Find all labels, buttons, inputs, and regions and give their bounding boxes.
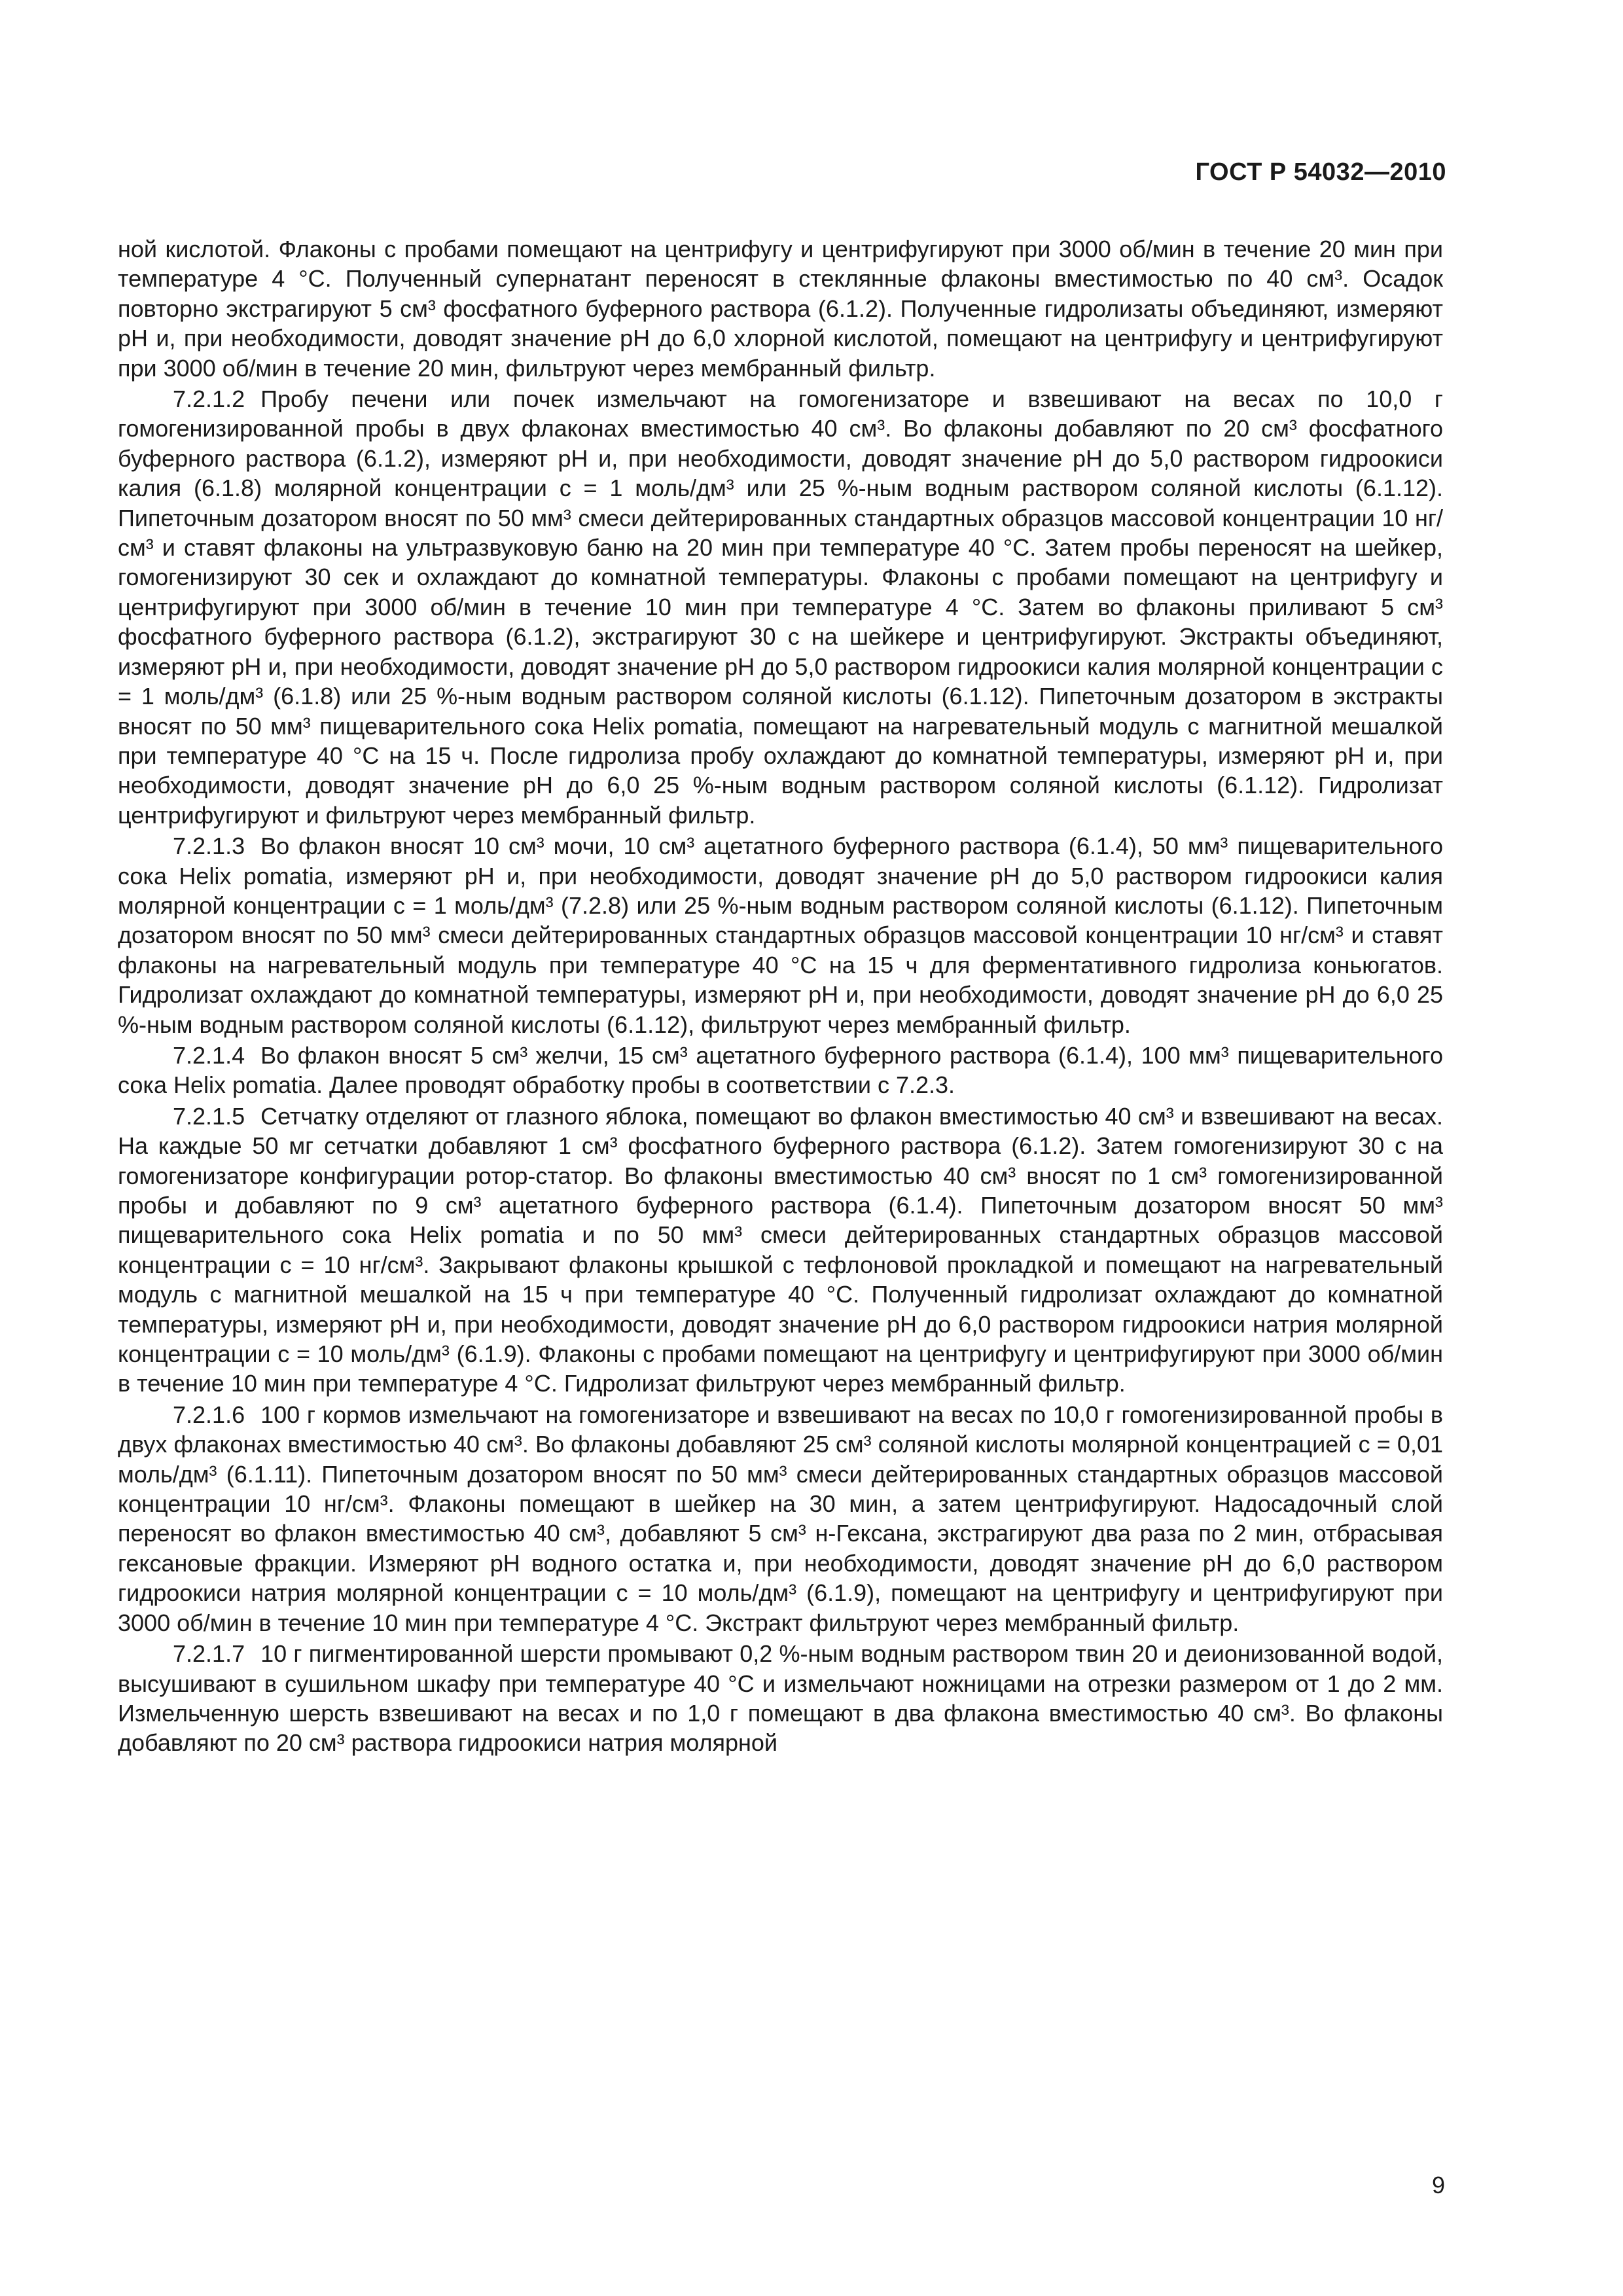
- paragraph-text: Во флакон вносят 10 см³ мочи, 10 см³ ацетатного буферного раствора (6.1.4), 50 мм³ пищеварительного сока Helix pomatia, измеряют pH и, при необходимости, доводят значение pH до 5,0 раствором гидроокиси калия молярной концентрации с = 1 моль/дм³ (7.2.8) или 25 %-ным водным раствором соляной кислоты (6.1.12). Пипеточным дозатором вносят по 50 мм³ смеси дейтерированных стандартных образцов массовой концентрации 10 нг/см³ и ставят флаконы на нагревательный модуль при температуре 40 °С на 15 ч для ферментативного гидролиза коньюгатов. Гидролизат охлаждают до комнатной температуры, измеряют pH и, при необходимости, доводят значение pH до 6,0 25 %-ным водным раствором соляной кислоты (6.1.12), фильтруют через мембранный фильтр.: [118, 833, 1444, 1038]
- paragraph: [118, 1041, 1443, 1100]
- paragraph-number: 7.2.1.6: [173, 1401, 245, 1428]
- paragraph-number: 7.2.1.7: [173, 1640, 245, 1668]
- paragraph-text: 100 г кормов измельчают на гомогенизаторе и взвешивают на весах по 10,0 г гомогенизированной пробы в двух флаконах вместимостью 40 см³. Во флаконы добавляют 25 см³ соляной кислоты молярной концентрацией с = 0,01 моль/дм³ (6.1.11). Пипеточным дозатором вносят по 50 мм³ смеси дейтерированных стандартных образцов массовой концентрации 10 нг/см³. Флаконы помещают в шейкер на 30 мин, а затем центрифугируют. Надосадочный слой переносят во флакон вместимостью 40 см³, добавляют 5 см³ н-Гексана, экстрагируют два раза по 2 мин, отбрасывая гексановые фракции. Измеряют pH водного остатка и, при необходимости, доводят значение pH до 6,0 раствором гидроокиси натрия молярной концентрации с = 10 моль/дм³ (6.1.9), помещают на центрифугу и центрифугируют при 3000 об/мин в течение 10 мин при температуре 4 °С. Экстракт фильтруют через мембранный фильтр.: [118, 1401, 1443, 1636]
- paragraph: [118, 1400, 1443, 1638]
- paragraph-number: 7.2.1.2: [173, 386, 245, 413]
- paragraph-number: 7.2.1.4: [173, 1041, 245, 1069]
- paragraph: [118, 831, 1443, 1039]
- paragraph-text: ной кислотой. Флаконы с пробами помещают на центрифугу и центрифугируют при 3000 об/мин в течение 20 мин при температуре 4 °С. Полученный супернатант переносят в стеклянные флаконы вместимостью по 40 см³. Осадок повторно экстрагируют 5 см³ фосфатного буферного раствора (6.1.2). Полученные гидролизаты объединяют, измеряют pH и, при необходимости, доводят значение pH до 6,0 хлорной кислотой, помещают на центрифугу и центрифугируют при 3000 об/мин в течение 20 мин, фильтруют через мембранный фильтр.: [118, 236, 1443, 382]
- paragraph: [118, 384, 1443, 830]
- paragraph: [118, 1102, 1443, 1399]
- paragraph-text: Сетчатку отделяют от глазного яблока, помещают во флакон вместимостью 40 см³ и взвешивают на весах. На каждые 50 мг сетчатки добавляют 1 см³ фосфатного буферного раствора (6.1.2). Затем гомогенизируют 30 с на гомогенизаторе конфигурации ротор-статор. Во флаконы вместимостью 40 см³ вносят по 1 см³ гомогенизированной пробы и добавляют по 9 см³ ацетатного буферного раствора (6.1.4). Пипеточным дозатором вносят 50 мм³ пищеварительного сока Helix pomatia и по 50 мм³ смеси дейтерированных стандартных образцов массовой концентрации с = 10 нг/см³. Закрывают флаконы крышкой с тефлоновой прокладкой и помещают на нагревательный модуль с магнитной мешалкой на 15 ч при температуре 40 °С. Полученный гидролизат охлаждают до комнатной температуры, измеряют pH и, при необходимости, доводят значение pH до 6,0 раствором гидроокиси натрия молярной концентрации с = 10 моль/дм³ (6.1.9). Флаконы с пробами помещают на центрифугу и центрифугируют при 3000 об/мин в течение 10 мин при температуре 4 °С. Гидролизат фильтруют через мембранный фильтр.: [118, 1102, 1443, 1397]
- paragraph-number: 7.2.1.5: [173, 1102, 245, 1130]
- page-number: 9: [1431, 2172, 1445, 2198]
- paragraph: [118, 234, 1443, 383]
- paragraph-number: 7.2.1.3: [173, 833, 245, 860]
- paragraph-text: Пробу печени или почек измельчают на гомогенизаторе и взвешивают на весах по 10,0 г гомогенизированной пробы в двух флаконах вместимостью 40 см³. Во флаконы добавляют по 20 см³ фосфатного буферного раствора (6.1.2), измеряют pH и, при необходимости, доводят значение pH до 5,0 раствором гидроокиси калия (6.1.8) молярной концентрации с = 1 моль/дм³ или 25 %-ным водным раствором соляной кислоты (6.1.12). Пипеточным дозатором вносят по 50 мм³ смеси дейтерированных стандартных образцов массовой концентрации 10 нг/см³ и ставят флаконы на ультразвуковую баню на 20 мин при температуре 40 °С. Затем пробы переносят на шейкер, гомогенизируют 30 сек и охлаждают до комнатной температуры. Флаконы с пробами помещают на центрифугу и центрифугируют при 3000 об/мин в течение 10 мин при температуре 4 °С. Затем во флаконы приливают 5 см³ фосфатного буферного раствора (6.1.2), экстрагируют 30 с на шейкере и центрифугируют. Экстракты объединяют, измеряют pH и, при необходимости, доводят значение pH до 5,0 раствором гидроокиси калия молярной концентрации с = 1 моль/дм³ (6.1.8) или 25 %-ным водным раствором соляной кислоты (6.1.12). Пипеточным дозатором в экстракты вносят по 50 мм³ пищеварительного сока Helix pomatia, помещают на нагревательный модуль с магнитной мешалкой при температуре 40 °С на 15 ч. После гидролиза пробу охлаждают до комнатной температуры, измеряют pH и, при необходимости, доводят значение pH до 6,0 25 %-ным водным раствором соляной кислоты (6.1.12). Гидролизат центрифугируют и фильтруют через мембранный фильтр.: [118, 386, 1443, 829]
- paragraph: [118, 1639, 1443, 1758]
- document-header: ГОСТ Р 54032—2010: [1195, 158, 1446, 186]
- paragraph-text: Во флакон вносят 5 см³ желчи, 15 см³ ацетатного буферного раствора (6.1.4), 100 мм³ пищеварительного сока Helix pomatia. Далее проводят обработку пробы в соответствии с 7.2.3.: [118, 1041, 1443, 1099]
- paragraph-text: 10 г пигментированной шерсти промывают 0,2 %-ным водным раствором твин 20 и деионизованной водой, высушивают в сушильном шкафу при температуре 40 °С и измельчают ножницами на отрезки размером от 1 до 2 мм. Измельченную шерсть взвешивают на весах и по 1,0 г помещают в два флакона вместимостью 40 см³. Во флаконы добавляют по 20 см³ раствора гидроокиси натрия молярной: [118, 1640, 1443, 1757]
- document-body: [118, 234, 1443, 1759]
